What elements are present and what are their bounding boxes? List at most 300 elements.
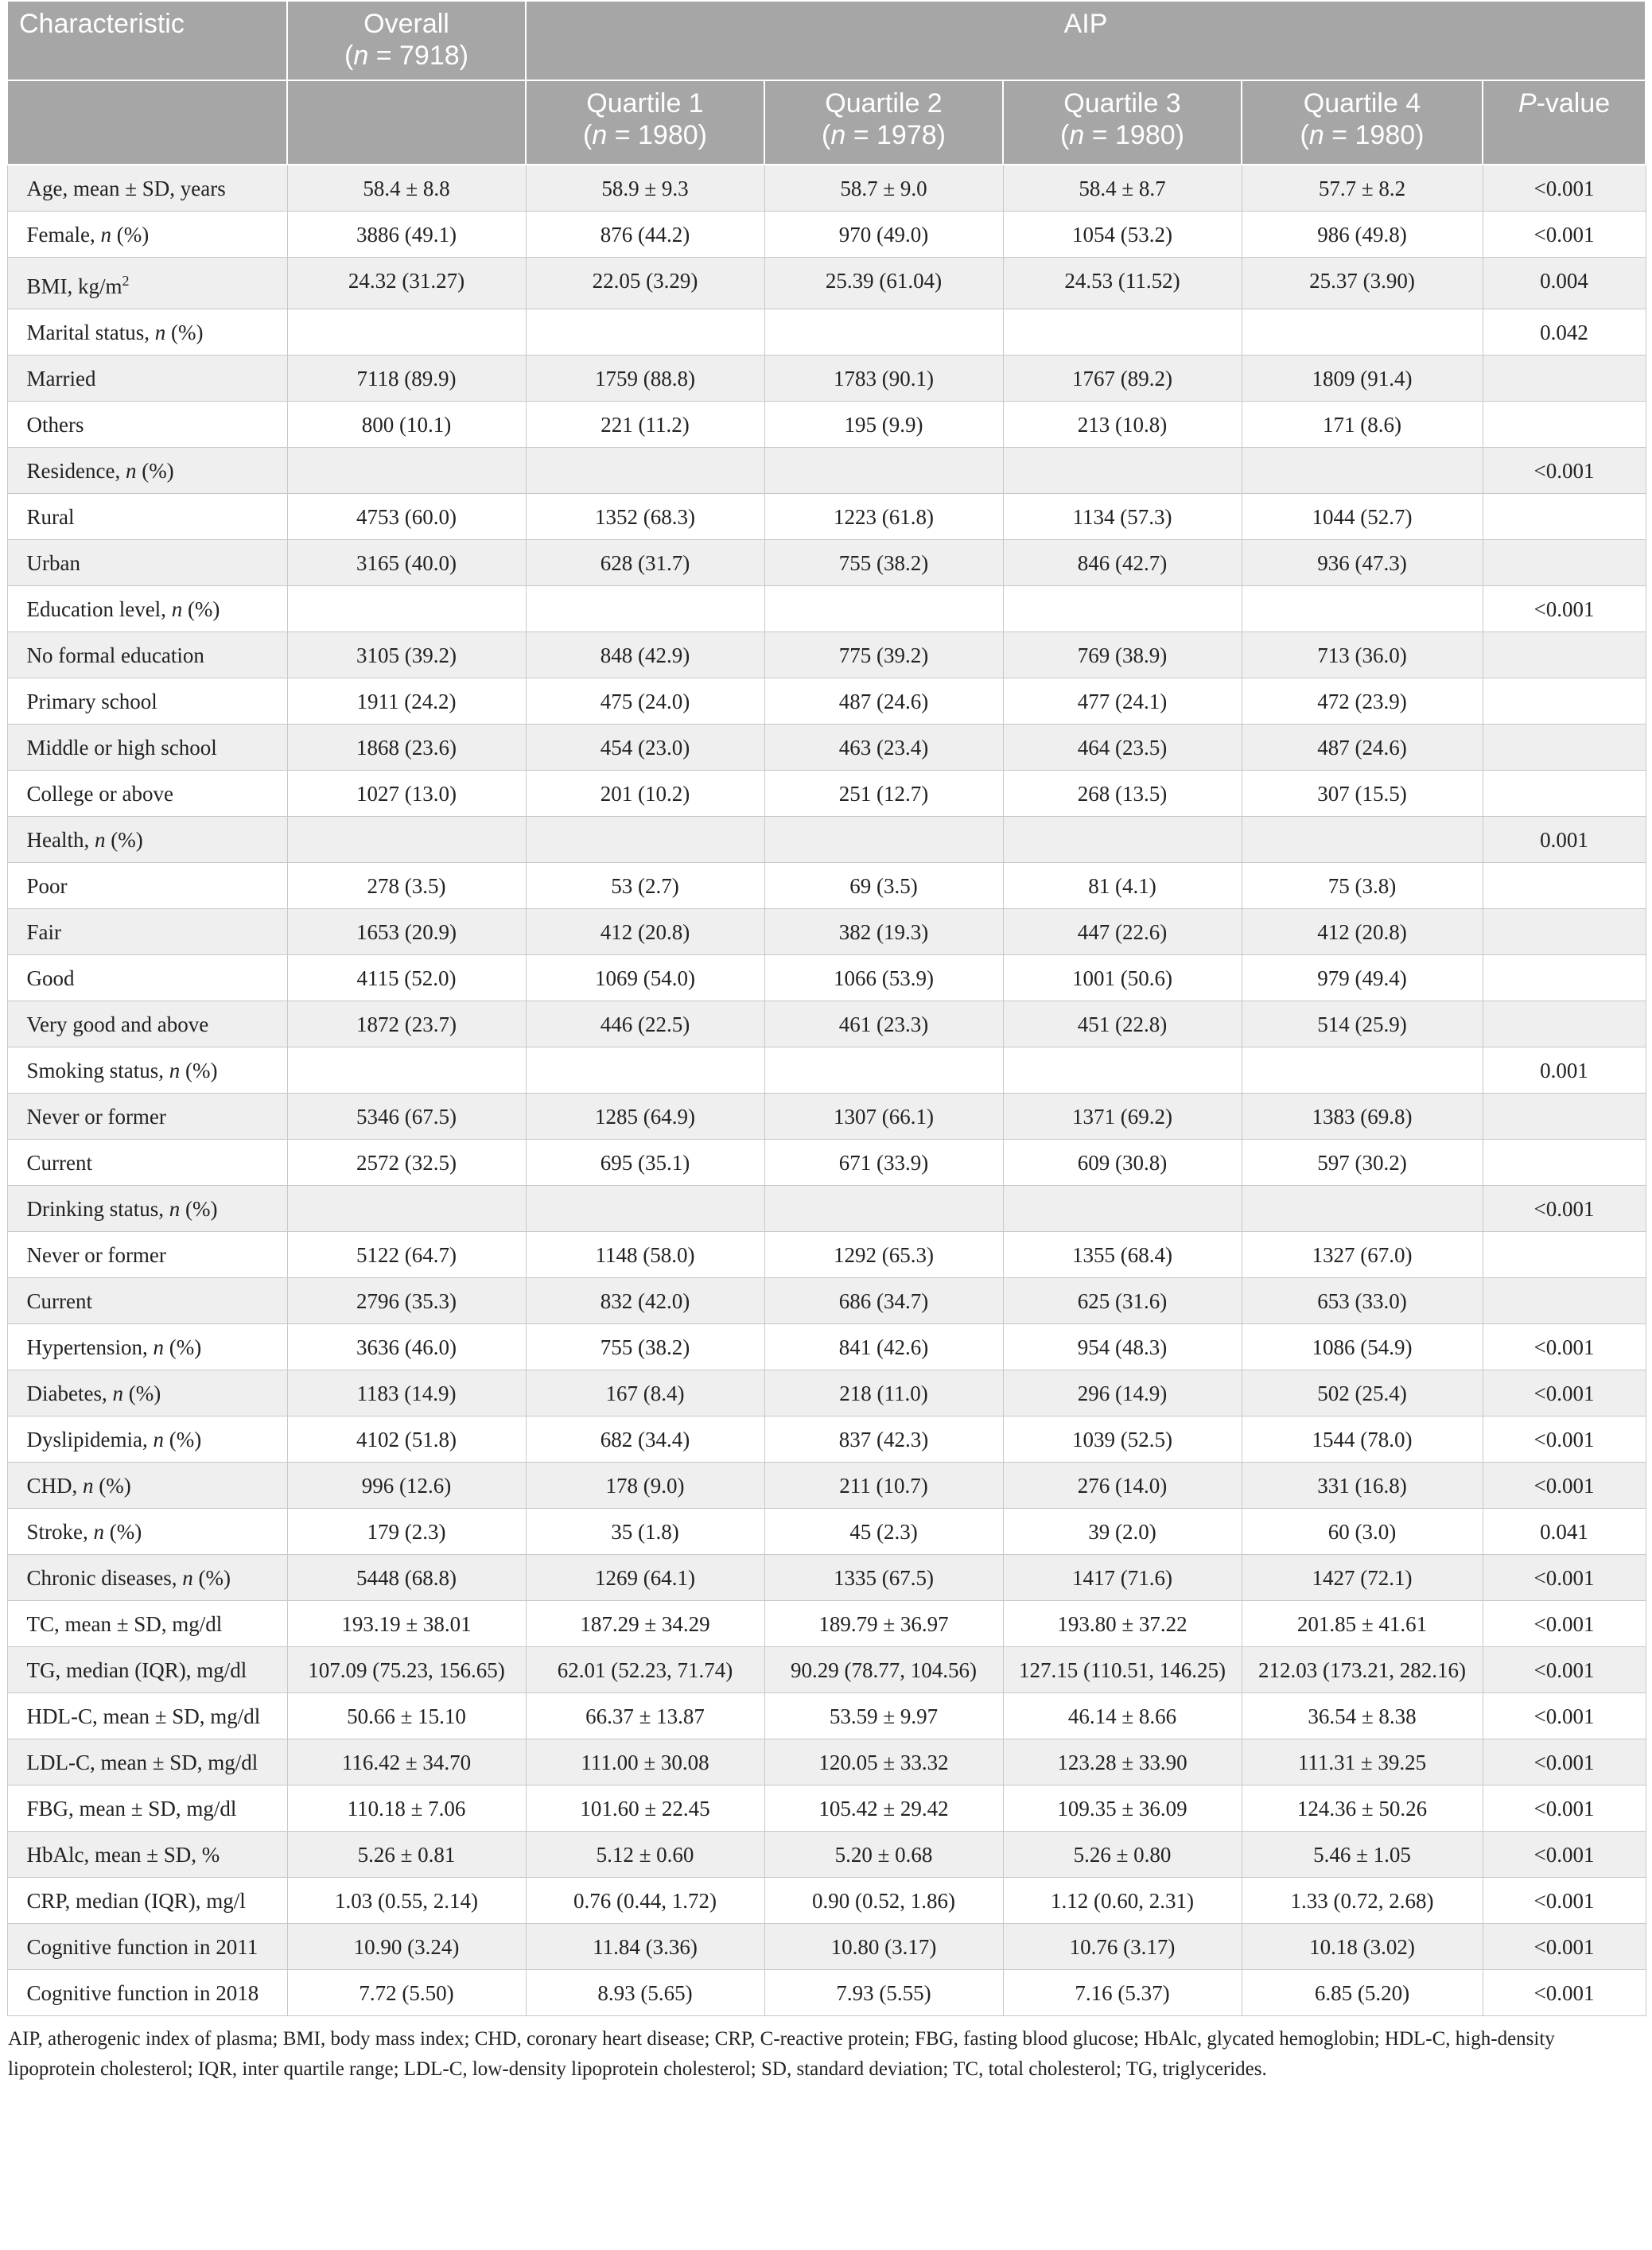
row-label: Never or former	[7, 1232, 287, 1278]
row-label: Marital status, n (%)	[7, 309, 287, 356]
row-label: Stroke, n (%)	[7, 1509, 287, 1555]
cell-quartile-3: 846 (42.7)	[1003, 540, 1242, 586]
cell-overall: 10.90 (3.24)	[287, 1924, 526, 1970]
cell-pvalue: <0.001	[1483, 1647, 1646, 1693]
cell-pvalue	[1483, 356, 1646, 402]
header-blank-characteristic	[7, 80, 287, 165]
cell-quartile-2	[764, 1186, 1003, 1232]
row-label: TG, median (IQR), mg/dl	[7, 1647, 287, 1693]
cell-quartile-3: 1371 (69.2)	[1003, 1094, 1242, 1140]
cell-quartile-4: 212.03 (173.21, 282.16)	[1242, 1647, 1483, 1693]
row-label: Others	[7, 402, 287, 448]
cell-quartile-3	[1003, 1047, 1242, 1094]
cell-quartile-2: 461 (23.3)	[764, 1001, 1003, 1047]
cell-pvalue: <0.001	[1483, 1970, 1646, 2016]
cell-quartile-2	[764, 309, 1003, 356]
cell-quartile-2: 837 (42.3)	[764, 1416, 1003, 1463]
cell-quartile-1: 187.29 ± 34.29	[526, 1601, 764, 1647]
characteristics-table	[6, 0, 1646, 2016]
table-row	[7, 212, 1646, 258]
cell-quartile-2: 211 (10.7)	[764, 1463, 1003, 1509]
cell-quartile-3	[1003, 1186, 1242, 1232]
cell-quartile-4: 171 (8.6)	[1242, 402, 1483, 448]
row-label: Drinking status, n (%)	[7, 1186, 287, 1232]
cell-pvalue: <0.001	[1483, 586, 1646, 632]
cell-quartile-2: 105.42 ± 29.42	[764, 1786, 1003, 1832]
table-row	[7, 1140, 1646, 1186]
cell-pvalue	[1483, 678, 1646, 725]
cell-quartile-4: 502 (25.4)	[1242, 1370, 1483, 1416]
cell-overall: 4753 (60.0)	[287, 494, 526, 540]
row-label: Cognitive function in 2011	[7, 1924, 287, 1970]
cell-pvalue	[1483, 1278, 1646, 1324]
cell-quartile-1: 832 (42.0)	[526, 1278, 764, 1324]
cell-quartile-2: 58.7 ± 9.0	[764, 165, 1003, 212]
cell-quartile-4: 307 (15.5)	[1242, 771, 1483, 817]
cell-pvalue: <0.001	[1483, 1786, 1646, 1832]
cell-quartile-1	[526, 1047, 764, 1094]
cell-pvalue: 0.042	[1483, 309, 1646, 356]
cell-quartile-1: 178 (9.0)	[526, 1463, 764, 1509]
header-quartile-3: Quartile 3 (n = 1980)	[1003, 80, 1242, 165]
cell-quartile-1: 53 (2.7)	[526, 863, 764, 909]
cell-overall: 1027 (13.0)	[287, 771, 526, 817]
cell-overall: 1653 (20.9)	[287, 909, 526, 955]
table-header	[7, 1, 1646, 165]
cell-quartile-3: 609 (30.8)	[1003, 1140, 1242, 1186]
cell-quartile-2: 1335 (67.5)	[764, 1555, 1003, 1601]
cell-overall: 5.26 ± 0.81	[287, 1832, 526, 1878]
cell-quartile-2: 841 (42.6)	[764, 1324, 1003, 1370]
cell-quartile-3: 451 (22.8)	[1003, 1001, 1242, 1047]
cell-quartile-1: 755 (38.2)	[526, 1324, 764, 1370]
table-row	[7, 1463, 1646, 1509]
cell-quartile-4: 986 (49.8)	[1242, 212, 1483, 258]
cell-quartile-4: 514 (25.9)	[1242, 1001, 1483, 1047]
cell-quartile-4: 6.85 (5.20)	[1242, 1970, 1483, 2016]
table-row	[7, 771, 1646, 817]
cell-quartile-2: 671 (33.9)	[764, 1140, 1003, 1186]
cell-quartile-4: 1544 (78.0)	[1242, 1416, 1483, 1463]
cell-quartile-3: 464 (23.5)	[1003, 725, 1242, 771]
cell-quartile-2: 755 (38.2)	[764, 540, 1003, 586]
cell-overall: 4115 (52.0)	[287, 955, 526, 1001]
cell-overall: 5448 (68.8)	[287, 1555, 526, 1601]
cell-pvalue	[1483, 863, 1646, 909]
cell-overall: 110.18 ± 7.06	[287, 1786, 526, 1832]
cell-overall: 1868 (23.6)	[287, 725, 526, 771]
cell-quartile-4: 201.85 ± 41.61	[1242, 1601, 1483, 1647]
cell-quartile-2: 1783 (90.1)	[764, 356, 1003, 402]
table-row	[7, 1878, 1646, 1924]
cell-quartile-4: 472 (23.9)	[1242, 678, 1483, 725]
cell-quartile-2: 45 (2.3)	[764, 1509, 1003, 1555]
row-label: Poor	[7, 863, 287, 909]
cell-quartile-3: 213 (10.8)	[1003, 402, 1242, 448]
cell-pvalue: <0.001	[1483, 1739, 1646, 1786]
cell-overall: 24.32 (31.27)	[287, 258, 526, 309]
cell-quartile-3: 1054 (53.2)	[1003, 212, 1242, 258]
cell-quartile-4: 1086 (54.9)	[1242, 1324, 1483, 1370]
row-label: Smoking status, n (%)	[7, 1047, 287, 1094]
cell-quartile-4: 412 (20.8)	[1242, 909, 1483, 955]
cell-quartile-2: 189.79 ± 36.97	[764, 1601, 1003, 1647]
table-row	[7, 448, 1646, 494]
cell-quartile-4: 10.18 (3.02)	[1242, 1924, 1483, 1970]
cell-overall: 5346 (67.5)	[287, 1094, 526, 1140]
cell-quartile-4: 111.31 ± 39.25	[1242, 1739, 1483, 1786]
row-label: Primary school	[7, 678, 287, 725]
cell-pvalue: <0.001	[1483, 1463, 1646, 1509]
cell-overall: 1911 (24.2)	[287, 678, 526, 725]
cell-quartile-3: 10.76 (3.17)	[1003, 1924, 1242, 1970]
row-label: Chronic diseases, n (%)	[7, 1555, 287, 1601]
cell-quartile-3: 81 (4.1)	[1003, 863, 1242, 909]
cell-quartile-3: 1.12 (0.60, 2.31)	[1003, 1878, 1242, 1924]
cell-quartile-3: 625 (31.6)	[1003, 1278, 1242, 1324]
cell-quartile-2: 0.90 (0.52, 1.86)	[764, 1878, 1003, 1924]
row-label: Current	[7, 1278, 287, 1324]
cell-quartile-1	[526, 309, 764, 356]
table-row	[7, 725, 1646, 771]
cell-overall	[287, 1186, 526, 1232]
cell-pvalue: <0.001	[1483, 1878, 1646, 1924]
cell-quartile-2: 970 (49.0)	[764, 212, 1003, 258]
cell-quartile-2: 487 (24.6)	[764, 678, 1003, 725]
cell-quartile-1: 101.60 ± 22.45	[526, 1786, 764, 1832]
cell-overall: 7118 (89.9)	[287, 356, 526, 402]
cell-pvalue: <0.001	[1483, 1555, 1646, 1601]
cell-quartile-4: 979 (49.4)	[1242, 955, 1483, 1001]
cell-overall: 3105 (39.2)	[287, 632, 526, 678]
table-row	[7, 632, 1646, 678]
row-label: Hypertension, n (%)	[7, 1324, 287, 1370]
row-label: Education level, n (%)	[7, 586, 287, 632]
cell-overall: 116.42 ± 34.70	[287, 1739, 526, 1786]
row-label: BMI, $kg/m^2$	[7, 258, 287, 309]
table-row	[7, 165, 1646, 212]
cell-quartile-1	[526, 586, 764, 632]
cell-quartile-1: 682 (34.4)	[526, 1416, 764, 1463]
cell-quartile-3: 1417 (71.6)	[1003, 1555, 1242, 1601]
table-row	[7, 402, 1646, 448]
table-row	[7, 1601, 1646, 1647]
cell-quartile-4: 653 (33.0)	[1242, 1278, 1483, 1324]
cell-pvalue	[1483, 1001, 1646, 1047]
cell-quartile-2: 1307 (66.1)	[764, 1094, 1003, 1140]
cell-quartile-3: 5.26 ± 0.80	[1003, 1832, 1242, 1878]
cell-overall: 58.4 ± 8.8	[287, 165, 526, 212]
table-row	[7, 1555, 1646, 1601]
cell-quartile-3: 954 (48.3)	[1003, 1324, 1242, 1370]
table-row	[7, 1647, 1646, 1693]
cell-quartile-1: 876 (44.2)	[526, 212, 764, 258]
cell-quartile-2: 686 (34.7)	[764, 1278, 1003, 1324]
row-label: Cognitive function in 2018	[7, 1970, 287, 2016]
cell-quartile-1: 1148 (58.0)	[526, 1232, 764, 1278]
cell-pvalue	[1483, 1094, 1646, 1140]
cell-quartile-1: 8.93 (5.65)	[526, 1970, 764, 2016]
cell-quartile-2	[764, 817, 1003, 863]
cell-pvalue: 0.041	[1483, 1509, 1646, 1555]
cell-pvalue: <0.001	[1483, 1693, 1646, 1739]
cell-overall: 7.72 (5.50)	[287, 1970, 526, 2016]
row-label: Fair	[7, 909, 287, 955]
cell-quartile-2: 53.59 ± 9.97	[764, 1693, 1003, 1739]
header-characteristic: Characteristic	[7, 1, 287, 80]
cell-overall	[287, 448, 526, 494]
cell-quartile-3: 268 (13.5)	[1003, 771, 1242, 817]
cell-quartile-1: 475 (24.0)	[526, 678, 764, 725]
cell-quartile-4: 5.46 ± 1.05	[1242, 1832, 1483, 1878]
table-row	[7, 540, 1646, 586]
cell-quartile-1	[526, 1186, 764, 1232]
cell-pvalue	[1483, 909, 1646, 955]
cell-overall: 1183 (14.9)	[287, 1370, 526, 1416]
table-row	[7, 1693, 1646, 1739]
cell-quartile-4	[1242, 1047, 1483, 1094]
cell-quartile-2: 25.39 (61.04)	[764, 258, 1003, 309]
cell-quartile-2	[764, 586, 1003, 632]
cell-quartile-1: 201 (10.2)	[526, 771, 764, 817]
row-label: Health, n (%)	[7, 817, 287, 863]
cell-quartile-4: 597 (30.2)	[1242, 1140, 1483, 1186]
cell-pvalue	[1483, 494, 1646, 540]
cell-quartile-1: 1269 (64.1)	[526, 1555, 764, 1601]
cell-quartile-1: 167 (8.4)	[526, 1370, 764, 1416]
cell-quartile-3	[1003, 448, 1242, 494]
header-aip: AIP	[526, 1, 1646, 80]
cell-quartile-2: 195 (9.9)	[764, 402, 1003, 448]
table-row	[7, 1278, 1646, 1324]
cell-overall: 3886 (49.1)	[287, 212, 526, 258]
cell-quartile-1: 62.01 (52.23, 71.74)	[526, 1647, 764, 1693]
cell-quartile-3: 1767 (89.2)	[1003, 356, 1242, 402]
cell-quartile-1	[526, 448, 764, 494]
cell-pvalue: <0.001	[1483, 1370, 1646, 1416]
cell-quartile-1: 695 (35.1)	[526, 1140, 764, 1186]
cell-quartile-2: 10.80 (3.17)	[764, 1924, 1003, 1970]
cell-quartile-2: 251 (12.7)	[764, 771, 1003, 817]
cell-quartile-4: 487 (24.6)	[1242, 725, 1483, 771]
cell-quartile-4: 60 (3.0)	[1242, 1509, 1483, 1555]
cell-quartile-2	[764, 1047, 1003, 1094]
document	[6, 0, 1645, 2085]
cell-quartile-3: 477 (24.1)	[1003, 678, 1242, 725]
row-label: No formal education	[7, 632, 287, 678]
table-row	[7, 1786, 1646, 1832]
cell-quartile-3: 769 (38.9)	[1003, 632, 1242, 678]
cell-quartile-2: 1223 (61.8)	[764, 494, 1003, 540]
table-row	[7, 309, 1646, 356]
table-row	[7, 909, 1646, 955]
cell-quartile-3: 276 (14.0)	[1003, 1463, 1242, 1509]
cell-quartile-1: 628 (31.7)	[526, 540, 764, 586]
row-label: FBG, mean ± SD, mg/dl	[7, 1786, 287, 1832]
cell-quartile-4: 936 (47.3)	[1242, 540, 1483, 586]
cell-quartile-1: 848 (42.9)	[526, 632, 764, 678]
cell-overall	[287, 817, 526, 863]
cell-overall: 50.66 ± 15.10	[287, 1693, 526, 1739]
table-row	[7, 817, 1646, 863]
cell-quartile-4: 25.37 (3.90)	[1242, 258, 1483, 309]
cell-quartile-3	[1003, 817, 1242, 863]
header-quartile-1: Quartile 1 (n = 1980)	[526, 80, 764, 165]
cell-overall: 193.19 ± 38.01	[287, 1601, 526, 1647]
cell-quartile-4	[1242, 448, 1483, 494]
cell-pvalue: <0.001	[1483, 1324, 1646, 1370]
cell-overall: 278 (3.5)	[287, 863, 526, 909]
cell-quartile-1: 412 (20.8)	[526, 909, 764, 955]
cell-pvalue	[1483, 1140, 1646, 1186]
cell-quartile-4	[1242, 309, 1483, 356]
cell-pvalue	[1483, 725, 1646, 771]
cell-pvalue: <0.001	[1483, 1832, 1646, 1878]
table-row	[7, 1832, 1646, 1878]
cell-quartile-4: 36.54 ± 8.38	[1242, 1693, 1483, 1739]
cell-overall: 107.09 (75.23, 156.65)	[287, 1647, 526, 1693]
cell-pvalue: <0.001	[1483, 448, 1646, 494]
table-row	[7, 1094, 1646, 1140]
row-label: Married	[7, 356, 287, 402]
cell-overall: 2796 (35.3)	[287, 1278, 526, 1324]
cell-overall: 2572 (32.5)	[287, 1140, 526, 1186]
cell-pvalue: <0.001	[1483, 165, 1646, 212]
cell-quartile-1: 221 (11.2)	[526, 402, 764, 448]
table-row	[7, 1370, 1646, 1416]
table-row	[7, 678, 1646, 725]
table-row	[7, 1970, 1646, 2016]
cell-overall: 1872 (23.7)	[287, 1001, 526, 1047]
footnote: AIP, atherogenic index of plasma; BMI, body mass index; CHD, coronary heart disease; CRP, C-reactive protein; FBG, fasting blood glucose; HbAlc, glycated hemoglobin; HDL-C, high-density lipoprotein cholesterol; IQR, inter quartile range; LDL-C, low-density lipoprotein cholesterol; SD, standard deviation; TC, total cholesterol; TG, triglycerides.	[8, 2028, 1555, 2080]
cell-quartile-3: 7.16 (5.37)	[1003, 1970, 1242, 2016]
cell-pvalue	[1483, 771, 1646, 817]
row-label: HbAlc, mean ± SD, %	[7, 1832, 287, 1878]
cell-quartile-2: 1292 (65.3)	[764, 1232, 1003, 1278]
row-label: Dyslipidemia, n (%)	[7, 1416, 287, 1463]
cell-overall: 5122 (64.7)	[287, 1232, 526, 1278]
cell-overall	[287, 309, 526, 356]
table-row	[7, 1047, 1646, 1094]
cell-quartile-4: 1.33 (0.72, 2.68)	[1242, 1878, 1483, 1924]
cell-quartile-3: 39 (2.0)	[1003, 1509, 1242, 1555]
table-row	[7, 955, 1646, 1001]
cell-quartile-1: 0.76 (0.44, 1.72)	[526, 1878, 764, 1924]
table-row	[7, 586, 1646, 632]
cell-quartile-3: 1134 (57.3)	[1003, 494, 1242, 540]
cell-overall: 4102 (51.8)	[287, 1416, 526, 1463]
cell-pvalue: <0.001	[1483, 1186, 1646, 1232]
row-label: Urban	[7, 540, 287, 586]
cell-quartile-1	[526, 817, 764, 863]
cell-quartile-2: 463 (23.4)	[764, 725, 1003, 771]
cell-pvalue: 0.001	[1483, 1047, 1646, 1094]
cell-quartile-2: 218 (11.0)	[764, 1370, 1003, 1416]
table-row	[7, 1509, 1646, 1555]
cell-quartile-4: 75 (3.8)	[1242, 863, 1483, 909]
cell-quartile-3: 109.35 ± 36.09	[1003, 1786, 1242, 1832]
cell-quartile-3: 1039 (52.5)	[1003, 1416, 1242, 1463]
cell-quartile-4: 124.36 ± 50.26	[1242, 1786, 1483, 1832]
cell-quartile-4: 1427 (72.1)	[1242, 1555, 1483, 1601]
cell-pvalue: <0.001	[1483, 1416, 1646, 1463]
cell-quartile-1: 22.05 (3.29)	[526, 258, 764, 309]
row-label: College or above	[7, 771, 287, 817]
cell-quartile-1: 35 (1.8)	[526, 1509, 764, 1555]
table-row	[7, 863, 1646, 909]
row-label: CRP, median (IQR), mg/l	[7, 1878, 287, 1924]
cell-quartile-2	[764, 448, 1003, 494]
cell-quartile-1: 454 (23.0)	[526, 725, 764, 771]
cell-quartile-1: 66.37 ± 13.87	[526, 1693, 764, 1739]
table-body	[7, 165, 1646, 2016]
row-label: TC, mean ± SD, mg/dl	[7, 1601, 287, 1647]
cell-quartile-3	[1003, 309, 1242, 356]
cell-quartile-2: 69 (3.5)	[764, 863, 1003, 909]
cell-quartile-3: 447 (22.6)	[1003, 909, 1242, 955]
cell-quartile-3: 296 (14.9)	[1003, 1370, 1242, 1416]
cell-pvalue: <0.001	[1483, 1601, 1646, 1647]
table-row	[7, 1186, 1646, 1232]
cell-pvalue: 0.001	[1483, 817, 1646, 863]
row-label: Middle or high school	[7, 725, 287, 771]
cell-overall: 800 (10.1)	[287, 402, 526, 448]
header-pvalue: P-value	[1483, 80, 1646, 165]
cell-quartile-4: 57.7 ± 8.2	[1242, 165, 1483, 212]
row-label: Good	[7, 955, 287, 1001]
row-label: Residence, n (%)	[7, 448, 287, 494]
row-label: Age, mean ± SD, years	[7, 165, 287, 212]
header-blank-overall	[287, 80, 526, 165]
row-label: LDL-C, mean ± SD, mg/dl	[7, 1739, 287, 1786]
table-row	[7, 494, 1646, 540]
cell-quartile-3: 193.80 ± 37.22	[1003, 1601, 1242, 1647]
cell-quartile-3: 127.15 (110.51, 146.25)	[1003, 1647, 1242, 1693]
table-row	[7, 1324, 1646, 1370]
cell-quartile-1: 1759 (88.8)	[526, 356, 764, 402]
cell-quartile-1: 5.12 ± 0.60	[526, 1832, 764, 1878]
header-overall-n: (n = 7918)	[344, 41, 468, 71]
cell-pvalue: 0.004	[1483, 258, 1646, 309]
cell-quartile-3	[1003, 586, 1242, 632]
cell-pvalue: <0.001	[1483, 1924, 1646, 1970]
table-row	[7, 258, 1646, 309]
table-row	[7, 356, 1646, 402]
cell-quartile-3: 1001 (50.6)	[1003, 955, 1242, 1001]
table-row	[7, 1416, 1646, 1463]
cell-quartile-4: 1327 (67.0)	[1242, 1232, 1483, 1278]
cell-pvalue	[1483, 1232, 1646, 1278]
row-label: Very good and above	[7, 1001, 287, 1047]
table-row	[7, 1001, 1646, 1047]
cell-overall	[287, 1047, 526, 1094]
cell-quartile-4: 331 (16.8)	[1242, 1463, 1483, 1509]
cell-pvalue	[1483, 955, 1646, 1001]
header-quartile-4: Quartile 4 (n = 1980)	[1242, 80, 1483, 165]
cell-pvalue	[1483, 632, 1646, 678]
row-label: Female, n (%)	[7, 212, 287, 258]
cell-quartile-2: 1066 (53.9)	[764, 955, 1003, 1001]
cell-quartile-1: 1069 (54.0)	[526, 955, 764, 1001]
cell-quartile-2: 90.29 (78.77, 104.56)	[764, 1647, 1003, 1693]
cell-quartile-3: 46.14 ± 8.66	[1003, 1693, 1242, 1739]
cell-quartile-2: 775 (39.2)	[764, 632, 1003, 678]
cell-quartile-1: 58.9 ± 9.3	[526, 165, 764, 212]
table-row	[7, 1232, 1646, 1278]
cell-quartile-4: 1383 (69.8)	[1242, 1094, 1483, 1140]
cell-quartile-3: 24.53 (11.52)	[1003, 258, 1242, 309]
cell-quartile-2: 382 (19.3)	[764, 909, 1003, 955]
